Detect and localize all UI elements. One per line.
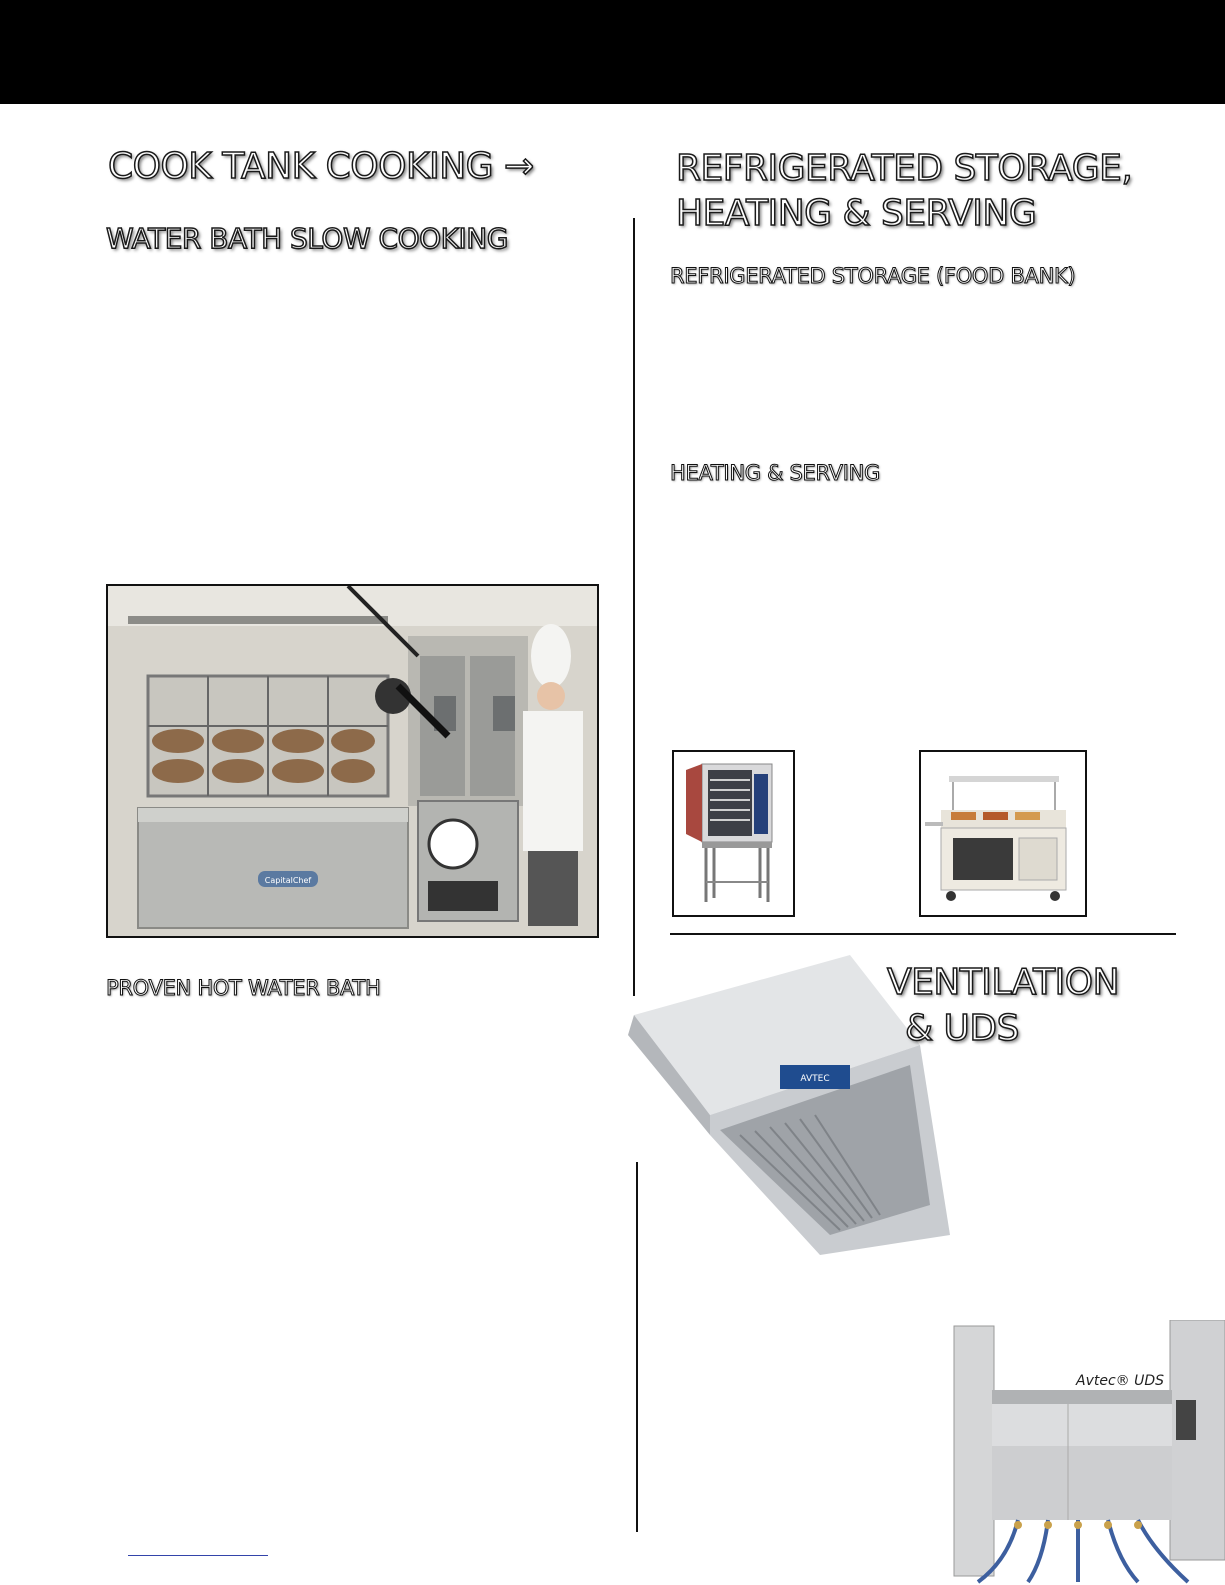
right-arrow-icon: →: [503, 146, 534, 187]
cook-tank-title: COOK TANK COOKING →: [108, 146, 534, 187]
top-banner: [0, 0, 1225, 104]
refrigerated-title-line2: HEATING & SERVING: [676, 193, 1037, 234]
cook-tank-photo: [106, 584, 599, 938]
food-bank-heading: REFRIGERATED STORAGE (FOOD BANK): [670, 264, 1076, 288]
oven-photo: [672, 750, 795, 917]
proven-hot-water-heading: PROVEN HOT WATER BATH: [106, 976, 381, 1000]
ventilation-title-line2: & UDS: [905, 1008, 1019, 1049]
uds-photo: [948, 1320, 1225, 1585]
ventilation-title-line1: VENTILATION: [887, 962, 1119, 1003]
serving-counter-photo: [919, 750, 1087, 917]
heating-serving-heading: HEATING & SERVING: [670, 461, 881, 485]
column-divider-upper: [633, 218, 635, 996]
hood-brand-label: AVTEC: [800, 1074, 830, 1084]
brand-label: CapitalChef: [264, 876, 312, 885]
section-separator: [670, 933, 1176, 935]
refrigerated-title-line1: REFRIGERATED STORAGE,: [676, 148, 1133, 189]
water-bath-heading: WATER BATH SLOW COOKING: [106, 222, 508, 255]
uds-caption: Avtec® UDS: [1076, 1373, 1165, 1389]
footer-link-rule: [128, 1555, 268, 1556]
